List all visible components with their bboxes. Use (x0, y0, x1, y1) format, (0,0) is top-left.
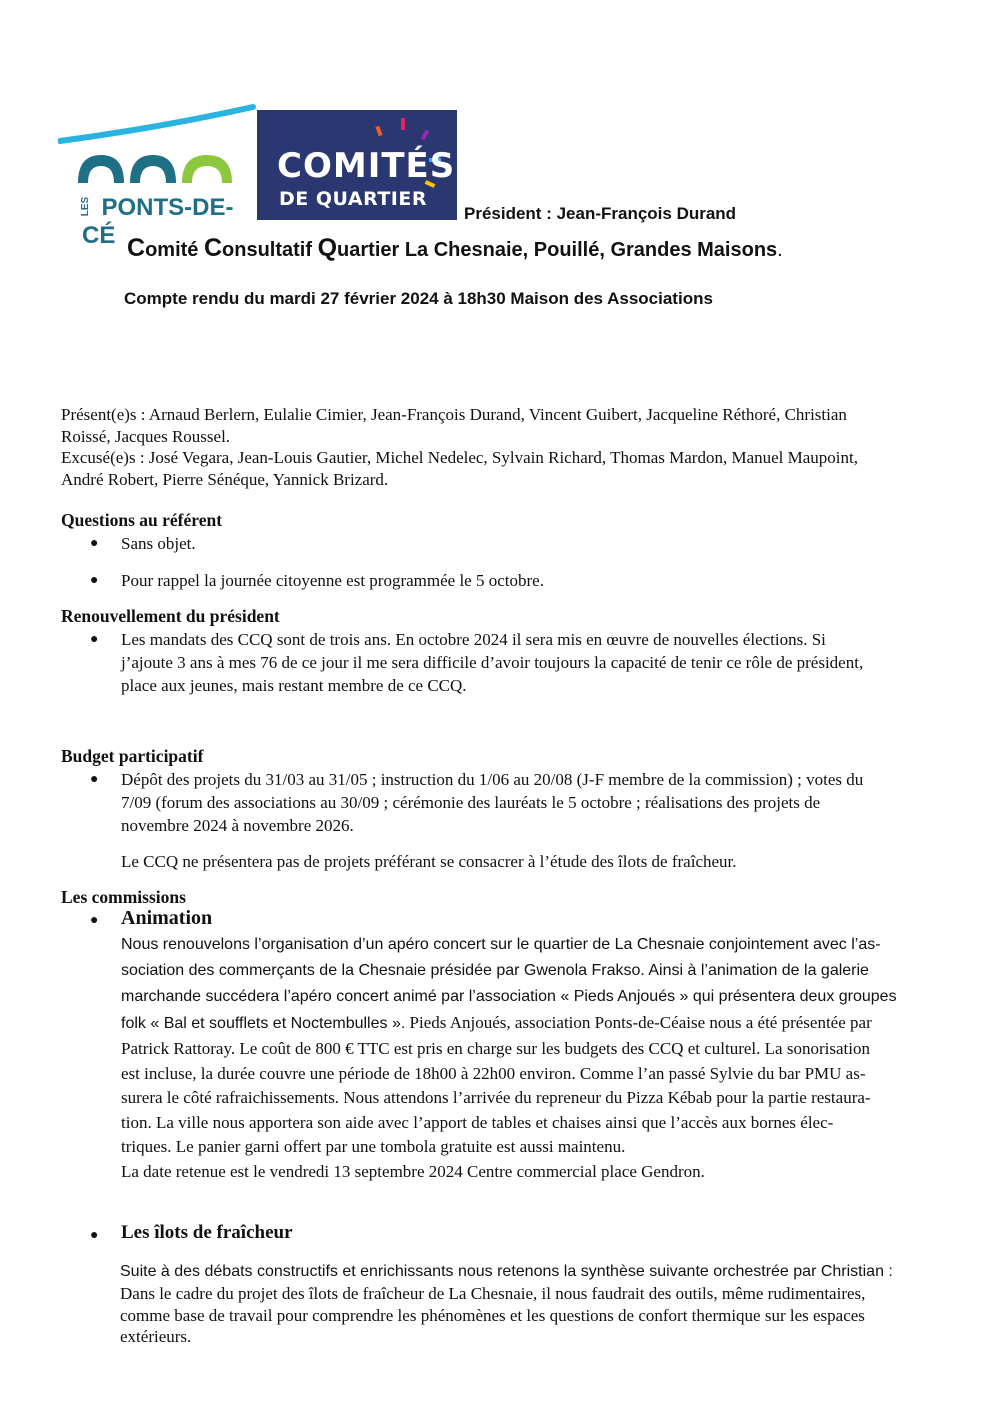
section-heading-budget: Budget participatif (61, 746, 204, 766)
present-line: Présent(e)s : Arnaud Berlern, Eulalie Cimier, Jean-François Durand, Vincent Guibert, Jacqueline Réthoré, Christian (61, 405, 847, 424)
comites-de-quartier-logo (257, 110, 457, 220)
list-item: Pour rappel la journée citoyenne est programmée le 5 octobre. (121, 571, 544, 590)
section-heading-renouvellement: Renouvellement du président (61, 606, 280, 626)
subsection-heading-animation: Animation (121, 907, 213, 929)
excused-line: André Robert, Pierre Sénéque, Yannick Brizard. (61, 469, 389, 489)
page-subtitle: Compte rendu du mardi 27 février 2024 à 18h30 Maison des Associations (124, 289, 713, 308)
list-item: Sans objet. (121, 534, 196, 553)
bullet-icon: ● (90, 536, 99, 551)
attendance-block (61, 404, 858, 490)
list-item: Dépôt des projets du 31/03 au 31/05 ; instruction du 1/06 au 20/08 (J-F membre de la commission) ; votes du 7/09 (forum des associations au 30/09 ; cérémonie des lauréats le 5 octobre ; réalisations des projets de novembre 2024 à novembre 2026. (121, 770, 864, 835)
ponts-de-ce-logo (58, 103, 258, 249)
president-label: Président : Jean-François Durand (464, 204, 737, 223)
bullet-icon: ● (90, 1228, 99, 1243)
ponts-logo-text: LES PONTS-DE-CÉ (80, 194, 234, 249)
bullet-icon: ● (90, 632, 99, 647)
list-item: Les mandats des CCQ sont de trois ans. En octobre 2024 il sera mis en œuvre de nouvelles élections. Si j’ajoute 3 ans à mes 76 de ce jour il me sera difficile d’avoir toujours la capacité de tenir ce rôle de président, place aux jeunes, mais restant membre de ce CCQ. (121, 630, 864, 695)
ilots-paragraph: Suite à des débats constructifs et enrichissants nous retenons la synthèse suivante orchestrée par Christian : Dans le cadre du projet des îlots de fraîcheur de La Chesnaie, il nous faudrait des outils, même rudimentaires, comme base de travail pour comprendre les phénomènes et les questions de confort thermique sur les espaces extérieurs. (120, 1263, 893, 1346)
section-heading-questions: Questions au référent (61, 510, 223, 530)
page-title: Comité Consultatif Quartier La Chesnaie, Pouillé, Grandes Maisons. (127, 234, 783, 262)
comites-logo-line2: DE QUARTIER (279, 188, 427, 210)
bullet-icon: ● (90, 772, 99, 787)
animation-paragraph: Nous renouvelons l’organisation d’un apéro concert sur le quartier de La Chesnaie conjointement avec l’as- sociation des commerçants de la Chesnaie présidée par Gwenola Frakso. Ainsi à l’animation de la galerie marchande succédera l’apéro concert animé par l’association « Pieds Anjoués » qui présentera deux groupes folk « Bal et soufflets et Noctembulles ». Pieds Anjoués, association Ponts-de-Céaise nous a été présentée par Patrick Rattoray. Le coût de 800 € TTC est pris en charge sur les budgets des CCQ et culturel. La sonorisation est incluse, la durée couvre une période de 18h00 à 22h00 environ. Comme l’an passé Sylvie du bar PMU as- surera le côté rafraichissements. Nous attendons l’arrivée du repreneur du Pizza Kébab pour la partie restaura- tion. La ville nous apportera son aide avec l’apport de tables et chaises ainsi que l’accès aux bornes élec- triques. Le panier garni offert par une tombola gratuite est aussi maintenu. La date retenue est le vendredi 13 septembre 2024 Centre commercial place Gendron. (121, 936, 897, 1181)
bullet-icon: ● (90, 573, 99, 588)
present-line: Roissé, Jacques Roussel. (61, 426, 231, 446)
subsection-heading-ilots: Les îlots de fraîcheur (121, 1222, 293, 1243)
budget-note: Le CCQ ne présentera pas de projets préférant se consacrer à l’étude des îlots de fraîcheur. (121, 852, 737, 871)
comites-logo-line1: COMITÉS (277, 146, 456, 186)
section-heading-commissions: Les commissions (61, 887, 186, 907)
excused-line: Excusé(e)s : José Vegara, Jean-Louis Gautier, Michel Nedelec, Sylvain Richard, Thomas Mardon, Manuel Maupoint, (61, 448, 859, 467)
bullet-icon: ● (90, 913, 99, 928)
